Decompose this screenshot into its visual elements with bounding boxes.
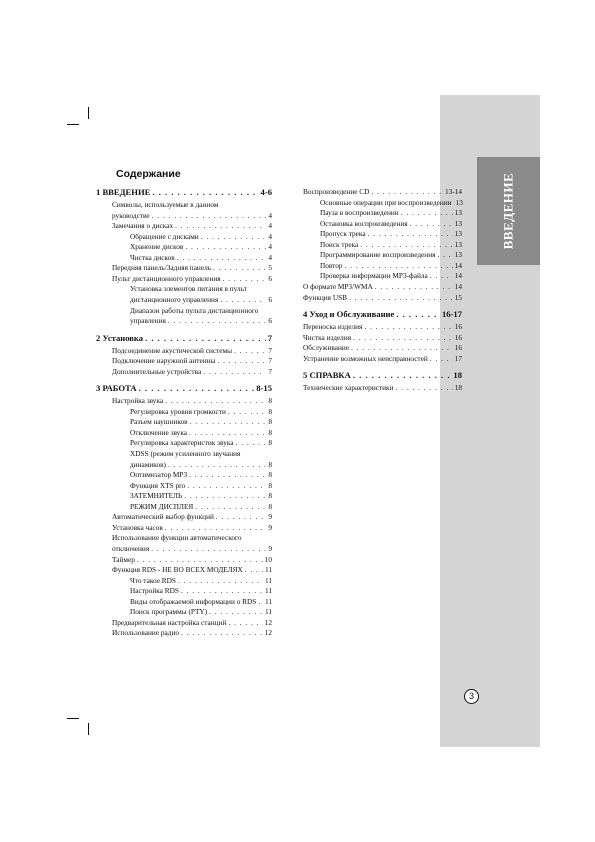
toc-entry-label: 3 РАБОТА	[96, 383, 137, 394]
toc-entry	[130, 316, 272, 326]
dot-leader	[145, 333, 266, 343]
toc-entry	[130, 597, 272, 607]
toc-entry-page: 8	[268, 396, 272, 406]
toc-entry-label: Остановка воспроизведения	[320, 218, 408, 228]
toc-entry-label: Отключение звука	[130, 427, 187, 437]
toc-entry	[112, 512, 272, 522]
toc-entry	[112, 356, 272, 366]
toc-entry-label: дистанционного управления	[130, 294, 219, 304]
toc-entry-page: 6	[268, 273, 272, 283]
toc-entry-page: 4	[268, 231, 272, 241]
toc-entry-label: Предварительная настройка станций	[112, 617, 227, 627]
toc-entry	[320, 261, 462, 271]
dot-leader	[353, 333, 453, 343]
toc-entry-label: Функция USB	[303, 292, 348, 302]
toc-entry	[320, 219, 462, 229]
dot-leader	[181, 628, 263, 638]
toc-entry-label: Передняя панель/Задняя панель	[112, 263, 212, 273]
toc-entry	[130, 502, 272, 512]
side-tab	[477, 157, 540, 265]
toc-entry	[112, 628, 272, 638]
toc-entry-page: 4	[268, 242, 272, 252]
dot-leader	[152, 187, 258, 197]
toc-entry-label: Разъем наушников	[130, 417, 188, 427]
toc-entry	[130, 417, 272, 427]
dot-leader	[396, 309, 440, 319]
toc-entry	[130, 607, 272, 617]
toc-entry	[112, 565, 272, 575]
toc-entry-label: отключения	[112, 543, 150, 553]
toc-entry-label: Регулировка характеристик звука	[130, 438, 234, 448]
dot-leader	[175, 221, 266, 231]
toc-entry-page: 10	[264, 554, 272, 564]
dot-leader	[152, 211, 267, 221]
toc-entry-label: Использование радио	[112, 628, 180, 638]
dot-leader	[185, 242, 266, 252]
dot-leader	[410, 219, 453, 229]
dot-leader	[375, 282, 453, 292]
toc-entry-page: 16	[454, 332, 462, 342]
toc-entry-label: Обращение с дисками	[130, 231, 199, 241]
toc-entry-page: 13	[454, 229, 462, 239]
toc-entry-label: Устранение возможных неисправностей	[303, 353, 428, 363]
toc-entry	[320, 250, 462, 260]
toc-entry-label: Подсоединение акустической системы	[112, 345, 233, 355]
dot-leader	[203, 367, 266, 377]
toc-entry-page: 6	[268, 316, 272, 326]
toc-entry	[112, 396, 272, 406]
dot-leader	[165, 396, 266, 406]
toc-section-heading	[96, 383, 272, 393]
dot-leader	[195, 502, 266, 512]
dot-leader	[168, 316, 267, 326]
toc-entry	[303, 383, 462, 393]
dot-leader	[139, 383, 255, 393]
toc-entry-page: 16	[454, 343, 462, 353]
dot-leader	[430, 354, 453, 364]
toc-section-heading	[303, 309, 462, 319]
toc-entry	[130, 438, 272, 448]
toc-entry	[112, 533, 272, 543]
dot-leader	[168, 460, 266, 470]
toc-entry-page: 8	[268, 406, 272, 416]
toc-entry-label: управления	[130, 316, 166, 326]
page-number: 3	[464, 689, 479, 704]
toc-entry-page: 12	[264, 617, 272, 627]
toc-entry-page: 9	[268, 512, 272, 522]
toc-entry-label: Установка часов	[112, 522, 163, 532]
dot-leader	[151, 544, 266, 554]
toc-entry-label: Замечания о дисках	[112, 221, 174, 231]
toc-entry	[130, 428, 272, 438]
toc-entry-label: 2 Установка	[96, 332, 144, 343]
toc-entry-label: Программирование воспроизведения	[320, 250, 436, 260]
dot-leader	[234, 346, 266, 356]
toc-entry-label: Поиск трека	[320, 239, 359, 249]
dot-leader	[217, 356, 266, 366]
toc-entry-label: XDSS (режим усиленного звучания	[130, 449, 241, 458]
toc-entry	[130, 460, 272, 470]
crop-mark	[67, 124, 79, 125]
toc-entry-label: Функция XTS pro	[130, 480, 186, 490]
toc-entry-page: 5	[268, 263, 272, 273]
toc-entry-page: 11	[264, 607, 272, 617]
toc-entry-page: 16	[454, 322, 462, 332]
toc-entry-page: 14	[454, 271, 462, 281]
toc-entry-page: 13	[454, 218, 462, 228]
toc-entry-page: 7	[267, 332, 272, 343]
toc-entry-page: 4	[268, 221, 272, 231]
toc-entry-label: Пауза в воспроизведении	[320, 208, 399, 218]
toc-entry	[130, 470, 272, 480]
toc-entry-page: 15	[454, 292, 462, 302]
toc-entry	[130, 284, 272, 294]
toc-section-heading	[303, 370, 462, 380]
toc-entry-label: Пропуск трека	[320, 229, 366, 239]
toc-entry	[130, 253, 272, 263]
dot-leader	[245, 565, 263, 575]
toc-entry-page: 9	[268, 522, 272, 532]
toc-entry-label: Чистка дисков	[130, 252, 175, 262]
crop-mark	[88, 723, 89, 735]
toc-entry-label: Таймер	[112, 554, 135, 564]
dot-leader	[360, 240, 452, 250]
toc-entry-label: 4 Уход и Обслуживание	[303, 309, 395, 320]
toc-entry-page: 8	[268, 427, 272, 437]
toc-entry-page: 18	[454, 383, 462, 393]
toc-entry-page: 8	[268, 470, 272, 480]
toc-entry-page: 4	[268, 252, 272, 262]
toc-entry	[303, 293, 462, 303]
dot-leader	[345, 261, 453, 271]
dot-leader	[216, 512, 266, 522]
toc-entry	[112, 523, 272, 533]
dot-leader	[353, 370, 452, 380]
toc-entry	[320, 198, 462, 208]
toc-entry-page: 7	[268, 345, 272, 355]
dot-leader	[178, 576, 263, 586]
dot-leader	[236, 438, 267, 448]
toc-entry-label: Что такое RDS	[130, 575, 176, 585]
dot-leader	[371, 187, 443, 197]
toc-entry-label: Установка элементов питания в пульт	[130, 284, 247, 294]
dot-leader	[137, 555, 263, 565]
toc-entry-label: Настройка звука	[112, 396, 164, 406]
dot-leader	[401, 208, 453, 218]
dot-leader	[368, 229, 453, 239]
toc-entry	[320, 240, 462, 250]
toc-entry-page: 14	[454, 281, 462, 291]
dot-leader	[181, 586, 263, 596]
toc-entry-label: Основные операции при воспроизведении	[320, 197, 452, 207]
toc-entry-label: О формате MP3/WMA	[303, 281, 373, 291]
toc-entry-label: Пульт дистанционного управления	[112, 273, 221, 283]
toc-entry-page: 13	[454, 208, 462, 218]
toc-entry-page: 14	[454, 260, 462, 270]
toc-entry	[130, 232, 272, 242]
toc-entry	[130, 586, 272, 596]
dot-leader	[213, 263, 266, 273]
toc-entry	[130, 481, 272, 491]
toc-entry	[112, 211, 272, 221]
toc-entry	[303, 322, 462, 332]
dot-leader	[437, 250, 452, 260]
toc-entry	[130, 491, 272, 501]
dot-leader	[364, 322, 452, 332]
toc-entry-label: динамиков)	[130, 459, 166, 469]
toc-entry-label: Переноска изделия	[303, 322, 363, 332]
toc-entry-label: Диапазон работы пульта дистанционного	[130, 305, 259, 315]
toc-entry	[303, 187, 462, 197]
toc-entry	[112, 200, 272, 210]
toc-entry	[130, 576, 272, 586]
toc-entry-label: Использование функции автоматического	[112, 533, 242, 543]
toc-entry	[320, 208, 462, 218]
toc-entry	[112, 544, 272, 554]
toc-entry	[112, 263, 272, 273]
toc-entry-page: 12	[264, 628, 272, 638]
side-tab-label: ВВЕДЕНИЕ	[500, 172, 516, 250]
toc-entry-page: 18	[453, 370, 462, 381]
toc-entry	[112, 221, 272, 231]
toc-entry-page: 8	[268, 491, 272, 501]
dot-leader	[228, 618, 262, 628]
toc-entry	[130, 242, 272, 252]
toc-entry	[320, 229, 462, 239]
toc-entry-page: 8	[268, 417, 272, 427]
dot-leader	[190, 417, 267, 427]
toc-entry	[112, 555, 272, 565]
toc-entry	[320, 271, 462, 281]
toc-entry-page: 7	[268, 366, 272, 376]
toc-entry-page: 8	[268, 438, 272, 448]
toc-entry-label: Подключение наружной антенны	[112, 356, 216, 366]
toc-entry-page: 11	[264, 565, 272, 575]
toc-section-heading	[96, 187, 272, 197]
toc-entry-page: 13	[455, 197, 463, 207]
page-title: Содержание	[116, 168, 181, 180]
toc-section-heading	[96, 333, 272, 343]
toc-entry	[130, 407, 272, 417]
toc-entry-page: 8	[268, 501, 272, 511]
toc-entry-page: 16-17	[441, 309, 462, 320]
toc-entry	[130, 306, 272, 316]
dot-leader	[189, 470, 266, 480]
toc-entry-page: 8	[268, 480, 272, 490]
toc-entry-page: 13	[454, 239, 462, 249]
toc-entry	[303, 343, 462, 353]
dot-leader	[209, 607, 263, 617]
dot-leader	[220, 295, 266, 305]
toc-entry-page: 6	[268, 294, 272, 304]
toc-entry-label: Оптимизатор MP3	[130, 470, 188, 480]
dot-leader	[177, 253, 267, 263]
dot-leader	[187, 481, 266, 491]
toc-entry-label: Обслуживание	[303, 343, 349, 353]
toc-entry-label: Виды отображаемой информации о RDS	[130, 596, 257, 606]
dot-leader	[189, 428, 266, 438]
dot-leader	[165, 523, 267, 533]
dot-leader	[430, 271, 453, 281]
toc-entry-label: Регулировка уровня громкости	[130, 406, 226, 416]
dot-leader	[223, 274, 267, 284]
toc-entry-page: 11	[264, 586, 272, 596]
toc-entry-label: руководстве	[112, 210, 150, 220]
toc-entry-page: 4-6	[260, 187, 272, 197]
toc-entry-page: 8-15	[256, 383, 272, 394]
toc-entry-label: 1 ВВЕДЕНИЕ	[96, 187, 151, 197]
toc-entry-page: 13	[454, 250, 462, 260]
toc-entry-label: Автоматический выбор функций	[112, 512, 214, 522]
toc-entry-label: Технические характеристики	[303, 383, 394, 393]
toc-entry	[130, 449, 272, 459]
dot-leader	[349, 293, 453, 303]
toc-entry-label: Проверка информации MP3-файла	[320, 271, 428, 281]
toc-entry-page: 17	[454, 353, 462, 363]
toc-entry-label: Повтор	[320, 260, 343, 270]
toc-entry-label: Дополнительные устройства	[112, 366, 202, 376]
toc-entry-page: 4	[268, 210, 272, 220]
toc-entry	[112, 618, 272, 628]
toc-entry	[112, 346, 272, 356]
crop-mark	[67, 718, 79, 719]
toc-entry-page: 8	[268, 459, 272, 469]
toc-entry-label: 5 СПРАВКА	[303, 370, 351, 381]
toc-entry-label: Настройка RDS	[130, 586, 179, 596]
toc-entry-label: Функция RDS - НЕ ВО ВСЕХ МОДЕЛЯХ	[112, 565, 243, 575]
toc-entry	[112, 367, 272, 377]
toc-entry	[303, 333, 462, 343]
crop-mark	[88, 107, 89, 119]
toc-entry-label: Поиск программы (PTY)	[130, 607, 208, 617]
toc-entry	[303, 354, 462, 364]
toc-entry-label: ЗАТЕМНИТЕЛЬ	[130, 491, 183, 501]
toc-entry-label: Чистка изделия	[303, 332, 352, 342]
toc-entry-label: Символы, используемые в данном	[112, 200, 219, 209]
toc-entry-page: 13-14	[444, 187, 462, 196]
toc-entry-label: Хранение дисков	[130, 242, 184, 252]
toc-entry-page: 7	[268, 356, 272, 366]
toc-entry	[112, 274, 272, 284]
toc-entry-page: 11	[264, 596, 272, 606]
toc-entry	[130, 295, 272, 305]
dot-leader	[228, 407, 266, 417]
dot-leader	[396, 383, 453, 393]
dot-leader	[184, 491, 266, 501]
dot-leader	[258, 597, 263, 607]
dot-leader	[351, 343, 453, 353]
toc-entry-page: 11	[264, 575, 272, 585]
toc-entry-page: 9	[268, 543, 272, 553]
toc-entry-label: Воспроизведение CD	[303, 187, 370, 196]
toc-entry	[303, 282, 462, 292]
toc-entry-label: РЕЖИМ ДИСПЛЕЯ	[130, 501, 194, 511]
dot-leader	[201, 232, 267, 242]
